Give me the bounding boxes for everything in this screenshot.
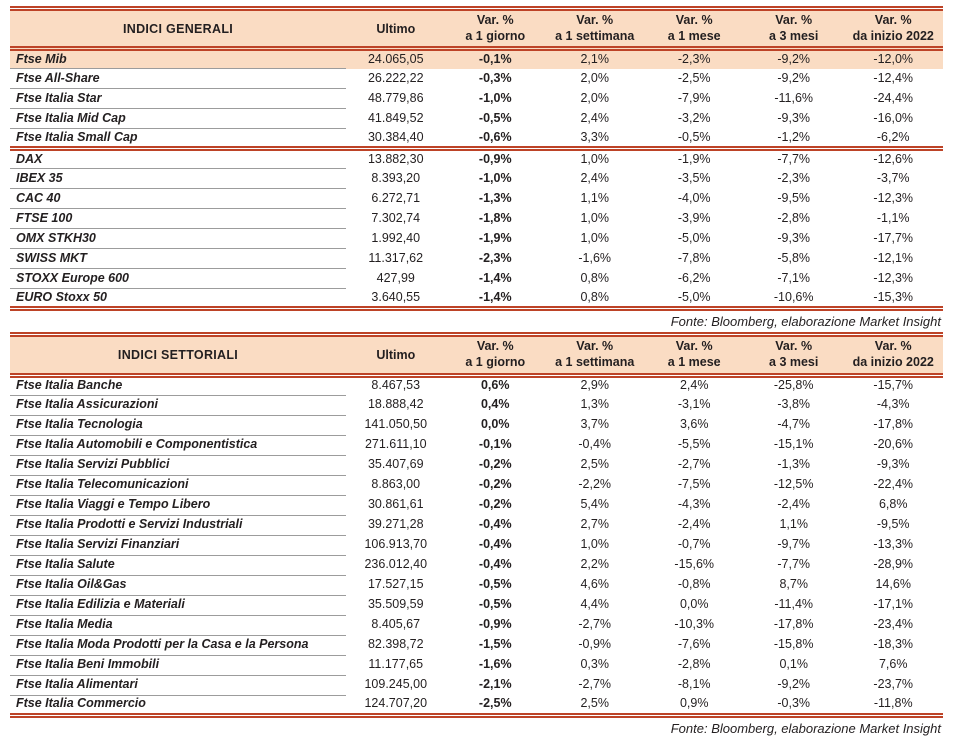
var-3m-value: -2,3%: [777, 170, 811, 185]
ultimo-value: 39.271,28: [367, 517, 424, 532]
var-3m-value: -25,8%: [773, 378, 814, 393]
table-row: [10, 249, 943, 269]
source-note-generali: Fonte: Bloomberg, elaborazione Market Insight: [670, 314, 941, 330]
var-ytd-value: -17,8%: [873, 417, 914, 432]
var-1w-value: 2,4%: [580, 110, 609, 125]
table-row: [10, 475, 943, 495]
var-ytd-value: -20,6%: [873, 437, 914, 452]
index-name: Ftse Italia Alimentari: [10, 675, 346, 695]
index-name: OMX STKH30: [10, 229, 346, 249]
column-header-line2: da inizio 2022: [852, 28, 934, 43]
var-1m-value: -10,3%: [674, 617, 715, 632]
table-row: [10, 289, 943, 309]
var-1w-value: -0,4%: [578, 437, 612, 452]
table-row: [10, 69, 943, 89]
var-1d-value: -0,4%: [478, 517, 512, 532]
var-1d-value: 0,6%: [480, 378, 510, 393]
column-header: [744, 9, 843, 49]
var-3m-value: -1,2%: [777, 129, 811, 144]
var-3m-value: -9,2%: [777, 677, 811, 692]
table-row: [10, 595, 943, 615]
var-ytd-value: -15,3%: [873, 289, 914, 304]
var-1w-value: 0,3%: [580, 657, 609, 672]
var-1w-value: 4,6%: [580, 577, 609, 592]
column-header-line1: Var. %: [775, 339, 813, 354]
var-1m-value: -15,6%: [674, 557, 715, 572]
ultimo-value: 41.849,52: [367, 110, 424, 125]
var-1w-value: 2,9%: [580, 378, 609, 393]
var-1w-value: 2,4%: [580, 170, 609, 185]
table-row: [10, 149, 943, 169]
var-ytd-value: -13,3%: [873, 537, 914, 552]
var-3m-value: -11,4%: [774, 597, 814, 612]
index-name: Ftse Italia Oil&Gas: [10, 575, 346, 595]
ultimo-value: 8.393,20: [371, 170, 421, 185]
column-header-line2: a 3 mesi: [769, 28, 819, 43]
var-1m-value: 3,6%: [679, 417, 709, 432]
column-header-line2: da inizio 2022: [852, 354, 934, 369]
var-1w-value: 2,7%: [580, 517, 609, 532]
index-name: Ftse Italia Viaggi e Tempo Libero: [10, 495, 346, 515]
ultimo-value: 30.861,61: [367, 497, 424, 512]
var-1m-value: -7,8%: [677, 250, 711, 265]
ultimo-value: 13.882,30: [346, 149, 445, 169]
table-row: [10, 655, 943, 675]
var-ytd-value: -9,3%: [876, 457, 910, 472]
table-row: [10, 129, 943, 149]
var-1m-value: -0,5%: [677, 129, 711, 144]
ultimo-value: 18.888,42: [367, 397, 424, 412]
var-1d-value: -2,3%: [478, 250, 512, 265]
var-1w-value: 1,0%: [580, 210, 609, 225]
table-row: [10, 395, 943, 415]
table-row: [10, 209, 943, 229]
ultimo-value: 35.407,69: [367, 457, 424, 472]
table-row: [10, 189, 943, 209]
index-name: SWISS MKT: [10, 249, 346, 269]
index-name: Ftse Italia Salute: [10, 555, 346, 575]
index-name: CAC 40: [10, 189, 346, 209]
var-1m-value: -5,0%: [677, 289, 711, 304]
var-1w-value: -0,9%: [578, 637, 612, 652]
var-ytd-value: 14,6%: [875, 577, 911, 592]
column-header-line2: a 1 settimana: [555, 354, 635, 369]
header-row: [10, 335, 943, 375]
var-1d-value: -1,8%: [478, 210, 512, 225]
var-1m-value: -2,7%: [677, 457, 711, 472]
var-ytd-value: -4,3%: [876, 397, 910, 412]
var-1m-value: -3,2%: [677, 110, 711, 125]
var-1m-value: -3,1%: [677, 397, 711, 412]
index-name: Ftse Italia Automobili e Componentistica: [10, 435, 346, 455]
index-name: STOXX Europe 600: [10, 269, 346, 289]
ultimo-value: 11.177,65: [368, 657, 424, 672]
var-1d-value: 0,4%: [480, 397, 510, 412]
var-1m-value: -0,7%: [677, 537, 711, 552]
index-name: Ftse Italia Assicurazioni: [10, 395, 346, 415]
var-3m-value: -7,1%: [777, 270, 811, 285]
column-header-line2: a 3 mesi: [769, 354, 819, 369]
table-title: INDICI SETTORIALI: [10, 335, 346, 375]
index-name: Ftse Italia Small Cap: [10, 129, 346, 149]
index-name: Ftse Italia Servizi Finanziari: [10, 535, 346, 555]
var-1m-value: 0,0%: [679, 597, 709, 612]
column-header-line1: Var. %: [775, 13, 813, 27]
column-header: [843, 335, 943, 375]
var-1w-value: 1,1%: [580, 190, 609, 205]
var-ytd-value: -12,6%: [843, 149, 943, 169]
table-body-generali: [10, 49, 943, 309]
var-ytd-value: -23,4%: [873, 617, 914, 632]
ultimo-value: 8.405,67: [371, 617, 421, 632]
var-1w-value: 4,4%: [580, 597, 609, 612]
var-3m-value: -1,3%: [777, 457, 811, 472]
var-1d-value: -0,5%: [478, 577, 512, 592]
ultimo-value: 6.272,71: [371, 190, 421, 205]
column-header: Ultimo: [346, 335, 445, 375]
var-3m-value: -9,2%: [744, 49, 843, 69]
var-ytd-value: -3,7%: [876, 170, 910, 185]
source-note-settoriali: Fonte: Bloomberg, elaborazione Market Insight: [670, 720, 941, 736]
var-ytd-value: -18,3%: [873, 637, 914, 652]
var-1d-value: -1,9%: [478, 230, 512, 245]
ultimo-value: 26.222,22: [367, 70, 424, 85]
var-1d-value: -0,9%: [478, 617, 512, 632]
index-name: Ftse Italia Moda Prodotti per la Casa e la Persona: [10, 635, 346, 655]
var-ytd-value: -12,0%: [843, 49, 943, 69]
var-1d-value: -1,3%: [478, 190, 512, 205]
var-3m-value: -10,6%: [773, 289, 814, 304]
table-row: [10, 109, 943, 129]
ultimo-value: 8.863,00: [371, 477, 421, 492]
var-1m-value: -5,0%: [677, 230, 711, 245]
var-3m-value: -17,8%: [773, 617, 814, 632]
var-ytd-value: -12,3%: [873, 270, 914, 285]
var-1m-value: -3,9%: [677, 210, 711, 225]
var-ytd-value: -28,9%: [873, 557, 914, 572]
var-1d-value: -1,5%: [478, 637, 512, 652]
table-row: [10, 615, 943, 635]
var-1d-value: -0,4%: [478, 557, 512, 572]
var-1d-value: -0,2%: [478, 497, 512, 512]
table-row: [10, 375, 943, 395]
var-3m-value: -12,5%: [773, 477, 814, 492]
column-header-line1: Var. %: [874, 13, 912, 27]
var-ytd-value: -1,1%: [876, 210, 910, 225]
var-3m-value: -15,1%: [773, 437, 814, 452]
ultimo-value: 17.527,15: [367, 577, 424, 592]
table-body-settoriali: [10, 375, 943, 715]
var-1m-value: 2,4%: [679, 378, 709, 393]
var-1d-value: -2,1%: [478, 677, 512, 692]
var-3m-value: -7,7%: [744, 149, 843, 169]
column-header-line2: a 1 giorno: [465, 28, 526, 43]
index-name: Ftse Italia Beni Immobili: [10, 655, 346, 675]
index-name: Ftse Italia Telecomunicazioni: [10, 475, 346, 495]
var-ytd-value: -17,1%: [873, 597, 914, 612]
var-1w-value: 2,0%: [580, 70, 609, 85]
index-name: Ftse Italia Prodotti e Servizi Industriali: [10, 515, 346, 535]
index-name: Ftse Mib: [10, 49, 346, 69]
var-ytd-value: -23,7%: [873, 677, 914, 692]
var-3m-value: -0,3%: [777, 695, 811, 710]
ultimo-value: 1.992,40: [371, 230, 421, 245]
var-1d-value: -0,2%: [478, 457, 512, 472]
var-1w-value: 2,1%: [545, 49, 644, 69]
ultimo-value: 271.611,10: [364, 437, 427, 452]
table-row: [10, 675, 943, 695]
index-name: Ftse Italia Servizi Pubblici: [10, 455, 346, 475]
table-row: [10, 575, 943, 595]
column-header: [644, 335, 743, 375]
ultimo-value: 7.302,74: [371, 210, 421, 225]
var-3m-value: -2,8%: [777, 210, 811, 225]
var-3m-value: -4,7%: [777, 417, 811, 432]
index-name: IBEX 35: [10, 169, 346, 189]
var-1w-value: 5,4%: [580, 497, 609, 512]
var-1m-value: -8,1%: [677, 677, 711, 692]
column-header-line1: Var. %: [675, 13, 713, 27]
var-3m-value: 0,1%: [779, 657, 808, 672]
var-3m-value: -7,7%: [777, 557, 811, 572]
var-3m-value: -9,2%: [777, 70, 811, 85]
var-3m-value: -3,8%: [777, 397, 811, 412]
index-name: Ftse Italia Tecnologia: [10, 415, 346, 435]
index-name: Ftse Italia Banche: [10, 375, 346, 395]
var-1d-value: 0,0%: [480, 417, 510, 432]
var-1d-value: -0,5%: [478, 110, 512, 125]
column-header-line2: a 1 mese: [667, 354, 721, 369]
ultimo-value: 3.640,55: [371, 289, 421, 304]
table-row: [10, 49, 943, 69]
var-1m-value: -6,2%: [677, 270, 711, 285]
column-header: [545, 335, 644, 375]
var-3m-value: -9,3%: [777, 230, 811, 245]
index-name: Ftse All-Share: [10, 69, 346, 89]
var-ytd-value: -12,3%: [873, 190, 914, 205]
var-1d-value: -1,0%: [478, 170, 512, 185]
var-1d-value: -0,9%: [446, 149, 545, 169]
var-1d-value: -1,6%: [478, 657, 512, 672]
ultimo-value: 30.384,40: [367, 129, 424, 144]
var-ytd-value: 6,8%: [878, 497, 908, 512]
column-header-line2: a 1 mese: [667, 28, 721, 43]
var-ytd-value: -24,4%: [873, 90, 914, 105]
ultimo-value: 48.779,86: [367, 90, 424, 105]
header-row: [10, 9, 943, 49]
var-ytd-value: -15,7%: [873, 378, 914, 393]
index-name: Ftse Italia Media: [10, 615, 346, 635]
index-name: Ftse Italia Star: [10, 89, 346, 109]
var-1w-value: 1,3%: [580, 397, 609, 412]
var-1m-value: -4,3%: [677, 497, 711, 512]
index-name: Ftse Italia Mid Cap: [10, 109, 346, 129]
table-head-settoriali: [10, 335, 943, 375]
table-row: [10, 635, 943, 655]
index-name: Ftse Italia Commercio: [10, 695, 346, 715]
var-1w-value: 2,5%: [580, 457, 609, 472]
ultimo-value: 124.707,20: [364, 695, 428, 710]
var-1d-value: -1,4%: [478, 289, 512, 304]
var-ytd-value: -17,7%: [873, 230, 914, 245]
var-1d-value: -0,3%: [478, 70, 512, 85]
var-ytd-value: -16,0%: [873, 110, 914, 125]
var-3m-value: 1,1%: [779, 517, 808, 532]
column-header-line1: Var. %: [476, 339, 514, 354]
var-1m-value: 0,9%: [679, 695, 709, 710]
var-1m-value: -2,4%: [677, 517, 711, 532]
var-3m-value: -15,8%: [773, 637, 814, 652]
ultimo-value: 106.913,70: [364, 537, 428, 552]
var-1m-value: -7,9%: [677, 90, 711, 105]
var-ytd-value: -9,5%: [876, 517, 910, 532]
table-row: [10, 695, 943, 715]
var-3m-value: -9,7%: [777, 537, 811, 552]
column-header: [644, 9, 743, 49]
var-3m-value: -9,5%: [777, 190, 811, 205]
var-3m-value: -11,6%: [774, 90, 814, 105]
var-1d-value: -0,2%: [478, 477, 512, 492]
column-header-line1: Var. %: [675, 339, 713, 354]
ultimo-value: 109.245,00: [364, 677, 428, 692]
var-1w-value: -2,7%: [578, 617, 612, 632]
var-1w-value: 2,0%: [580, 90, 609, 105]
var-1m-value: -2,3%: [644, 49, 743, 69]
var-1w-value: -2,7%: [578, 677, 612, 692]
table-row: [10, 495, 943, 515]
var-1w-value: 3,3%: [580, 129, 609, 144]
column-header-line1: Var. %: [476, 13, 514, 27]
table-row: [10, 555, 943, 575]
table-row: [10, 455, 943, 475]
ultimo-value: 236.012,40: [364, 557, 428, 572]
var-1m-value: -1,9%: [644, 149, 743, 169]
var-1m-value: -0,8%: [677, 577, 711, 592]
table-row: [10, 229, 943, 249]
column-header-line1: Var. %: [576, 13, 614, 27]
var-1d-value: -0,5%: [478, 597, 512, 612]
var-1m-value: -2,5%: [677, 70, 711, 85]
var-1w-value: 1,0%: [580, 230, 609, 245]
var-1m-value: -2,8%: [677, 657, 711, 672]
ultimo-value: 11.317,62: [368, 250, 424, 265]
var-1w-value: 1,0%: [580, 537, 609, 552]
column-header: [545, 9, 644, 49]
var-1w-value: 0,8%: [580, 270, 609, 285]
var-1d-value: -0,4%: [478, 537, 512, 552]
table-row: [10, 269, 943, 289]
table-row: [10, 515, 943, 535]
var-1w-value: -2,2%: [578, 477, 612, 492]
var-3m-value: -2,4%: [777, 497, 811, 512]
table-row: [10, 535, 943, 555]
column-header: Ultimo: [346, 9, 445, 49]
index-name: FTSE 100: [10, 209, 346, 229]
var-ytd-value: -22,4%: [873, 477, 914, 492]
column-header: [843, 9, 943, 49]
var-1d-value: -0,6%: [478, 129, 512, 144]
column-header: [744, 335, 843, 375]
var-1m-value: -3,5%: [677, 170, 711, 185]
column-header-line1: Var. %: [874, 339, 912, 354]
table-indici-settoriali: [10, 332, 943, 717]
index-name: DAX: [10, 149, 346, 169]
ultimo-value: 82.398,72: [367, 637, 424, 652]
var-3m-value: -9,3%: [777, 110, 811, 125]
var-ytd-value: -12,4%: [873, 70, 914, 85]
var-ytd-value: -11,8%: [873, 695, 913, 710]
var-1w-value: 1,0%: [545, 149, 644, 169]
table-title: INDICI GENERALI: [10, 9, 346, 49]
var-ytd-value: -6,2%: [876, 129, 910, 144]
index-name: EURO Stoxx 50: [10, 289, 346, 309]
var-1w-value: 2,2%: [580, 557, 609, 572]
column-header: [446, 9, 545, 49]
table-row: [10, 415, 943, 435]
var-1w-value: -1,6%: [578, 250, 612, 265]
ultimo-value: 24.065,05: [346, 49, 445, 69]
column-header-line2: a 1 settimana: [555, 28, 635, 43]
var-1d-value: -0,1%: [446, 49, 545, 69]
table-row: [10, 435, 943, 455]
ultimo-value: 8.467,53: [371, 378, 421, 393]
table-row: [10, 89, 943, 109]
column-header: [446, 335, 545, 375]
column-header-line2: a 1 giorno: [465, 354, 526, 369]
ultimo-value: 35.509,59: [367, 597, 424, 612]
var-1d-value: -1,4%: [478, 270, 512, 285]
var-ytd-value: -12,1%: [873, 250, 914, 265]
var-1d-value: -2,5%: [478, 695, 512, 710]
index-name: Ftse Italia Edilizia e Materiali: [10, 595, 346, 615]
var-1d-value: -0,1%: [478, 437, 512, 452]
var-3m-value: 8,7%: [779, 577, 808, 592]
var-1m-value: -7,6%: [677, 637, 711, 652]
var-1w-value: 0,8%: [580, 289, 609, 304]
var-1m-value: -4,0%: [677, 190, 711, 205]
column-header-line1: Var. %: [576, 339, 614, 354]
ultimo-value: 141.050,50: [364, 417, 428, 432]
var-3m-value: -5,8%: [777, 250, 811, 265]
var-1w-value: 2,5%: [580, 695, 609, 710]
var-1m-value: -5,5%: [677, 437, 711, 452]
var-1d-value: -1,0%: [478, 90, 512, 105]
var-1w-value: 3,7%: [580, 417, 609, 432]
table-row: [10, 169, 943, 189]
ultimo-value: 427,99: [376, 270, 415, 285]
table-indici-generali: [10, 6, 943, 311]
table-head-generali: [10, 9, 943, 49]
var-1m-value: -7,5%: [677, 477, 711, 492]
var-ytd-value: 7,6%: [878, 657, 908, 672]
